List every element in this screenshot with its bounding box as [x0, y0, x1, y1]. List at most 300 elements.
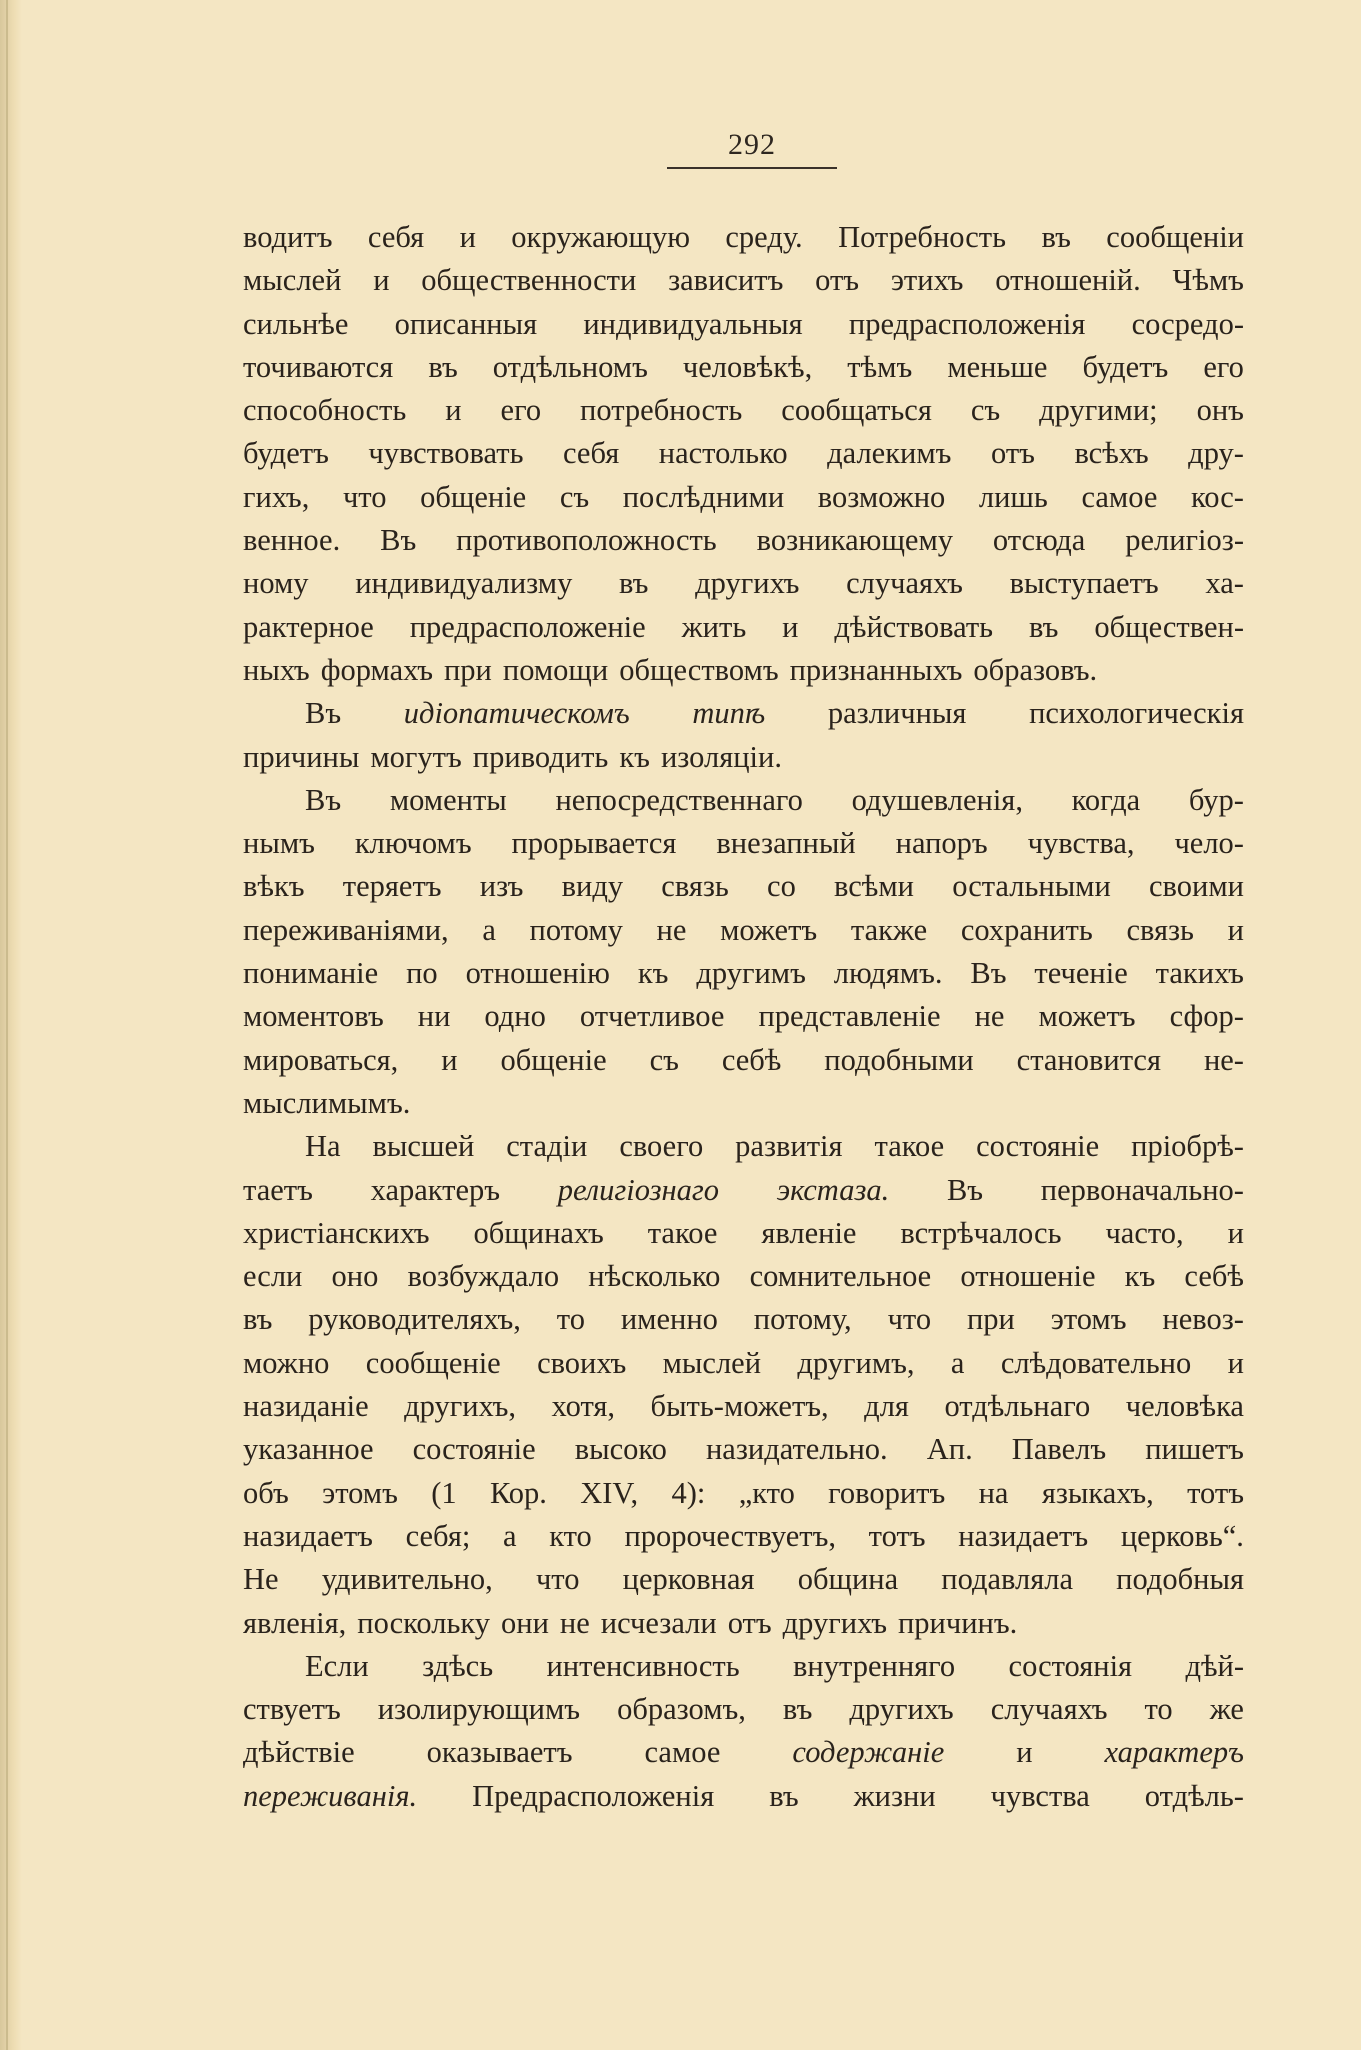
- word: связь: [661, 869, 729, 904]
- word: кто: [549, 1518, 592, 1553]
- word: первоначально-: [1040, 1172, 1244, 1207]
- word: оно: [331, 1259, 379, 1294]
- italic-word: религіознаго: [557, 1172, 720, 1207]
- word: человѣка: [1125, 1389, 1244, 1424]
- word: окружающую: [511, 220, 690, 254]
- italic-word: типѣ: [692, 696, 766, 731]
- word: то: [1144, 1692, 1173, 1727]
- word: другихъ: [782, 1605, 887, 1640]
- word: подавляла: [941, 1562, 1074, 1597]
- word: съ: [970, 393, 1001, 428]
- word: также: [850, 912, 928, 947]
- text-line: [243, 1731, 1244, 1774]
- word: назидательно.: [705, 1432, 888, 1467]
- word: общественности: [421, 263, 637, 298]
- word: точиваются: [243, 349, 394, 384]
- word: мыслей: [243, 263, 342, 298]
- word: такое: [647, 1215, 718, 1250]
- word: гихъ,: [243, 479, 310, 514]
- word: чувства,: [1027, 826, 1135, 861]
- word: церковная: [622, 1562, 755, 1597]
- word: высоко: [574, 1432, 667, 1467]
- word: и: [1227, 1345, 1244, 1380]
- text-line: [243, 606, 1244, 649]
- word: пишетъ: [1145, 1432, 1244, 1467]
- word: будетъ: [243, 436, 329, 471]
- word: не: [656, 912, 687, 947]
- italic-word: характеръ: [1104, 1735, 1244, 1770]
- word: нымъ: [243, 826, 315, 861]
- word: „кто: [738, 1475, 795, 1510]
- word: тотъ: [868, 1518, 926, 1553]
- text-line: [243, 519, 1244, 562]
- text-line: [243, 692, 1244, 735]
- word: себя;: [405, 1518, 471, 1553]
- word: (1: [431, 1475, 457, 1510]
- word: а: [482, 912, 496, 947]
- word: мироваться,: [243, 1042, 399, 1077]
- word: случаяхъ: [846, 566, 963, 601]
- word: сообщеніи: [1106, 220, 1244, 254]
- word: способность: [243, 393, 407, 428]
- word: приводить: [472, 739, 609, 774]
- word: можно: [243, 1345, 330, 1380]
- word: Въ: [305, 782, 342, 817]
- word: въ: [1041, 220, 1071, 254]
- word: отъ: [990, 436, 1035, 471]
- text-line: [243, 909, 1244, 952]
- word: церковь“.: [1120, 1518, 1244, 1553]
- word: образовъ.: [973, 652, 1098, 687]
- text-line: [243, 865, 1244, 908]
- word: становится: [1016, 1042, 1161, 1077]
- text-line: [243, 1602, 1244, 1645]
- word: себя: [367, 220, 425, 254]
- word: такихъ: [1155, 956, 1244, 991]
- word: другимъ,: [797, 1345, 915, 1380]
- word: то: [556, 1302, 585, 1337]
- word: теченіе: [1034, 956, 1128, 991]
- word: венное.: [243, 523, 341, 558]
- word: отъ: [727, 1605, 772, 1640]
- word: встрѣчалось: [900, 1215, 1062, 1250]
- word: общинахъ: [473, 1215, 604, 1250]
- word: непосредственнаго: [555, 782, 803, 817]
- word: своими: [1149, 869, 1244, 904]
- word: другимъ: [696, 956, 806, 991]
- italic-word: экстаза.: [776, 1172, 890, 1207]
- word: одушевленія,: [851, 782, 1023, 817]
- word: и: [459, 220, 476, 254]
- text-line: [243, 1342, 1244, 1385]
- text-line: [243, 822, 1244, 865]
- word: мыслей: [662, 1345, 762, 1380]
- word: чувствовать: [368, 436, 524, 471]
- word: обществомъ: [619, 652, 779, 687]
- word: объ: [243, 1475, 289, 1510]
- word: рактерное: [243, 609, 374, 644]
- word: для: [864, 1389, 909, 1424]
- word: явленія,: [243, 1605, 347, 1640]
- word: меньше: [947, 349, 1048, 384]
- word: этомъ: [322, 1475, 398, 1510]
- text-line: [243, 995, 1244, 1038]
- word: Въ: [946, 1172, 984, 1207]
- word: часто,: [1105, 1215, 1184, 1250]
- word: дѣйствіе: [243, 1735, 355, 1770]
- word: могутъ: [370, 739, 462, 774]
- italic-word: содержаніе: [792, 1735, 945, 1770]
- word: изолирующимъ: [377, 1692, 581, 1727]
- text-line: [243, 1645, 1244, 1688]
- word: сильнѣе: [243, 306, 349, 341]
- word: жизни: [853, 1778, 936, 1813]
- word: вѣкъ: [243, 869, 305, 904]
- word: невоз-: [1162, 1302, 1244, 1337]
- word: по: [406, 956, 438, 991]
- word: религіоз-: [1125, 523, 1244, 558]
- word: возможно: [817, 479, 946, 514]
- text-line: [243, 1125, 1244, 1168]
- word: себя: [563, 436, 620, 471]
- word: причинъ.: [897, 1605, 1018, 1640]
- word: интенсивность: [546, 1648, 740, 1683]
- word: въ: [243, 1302, 273, 1337]
- word: въ: [782, 1692, 813, 1727]
- word: его: [1203, 349, 1244, 384]
- word: лишь: [978, 479, 1048, 514]
- text-line: [243, 1082, 1244, 1125]
- word: общеніе: [420, 479, 527, 514]
- word: пониманіе: [243, 956, 379, 991]
- word: съ: [559, 479, 590, 514]
- book-gutter-shadow: [0, 0, 22, 2050]
- word: психологическія: [1029, 696, 1244, 731]
- word: этихъ: [890, 263, 964, 298]
- text-line: [243, 1039, 1244, 1082]
- word: описанныя: [394, 306, 538, 341]
- word: отдѣльнаго: [944, 1389, 1091, 1424]
- word: сообщаться: [781, 393, 932, 428]
- word: внезапный: [716, 826, 856, 861]
- word: изоляціи.: [660, 739, 782, 774]
- word: Потребность: [838, 220, 1007, 254]
- word: община: [797, 1562, 899, 1597]
- word: себѣ: [1184, 1259, 1244, 1294]
- text-line: [243, 1428, 1244, 1471]
- word: связь: [1126, 912, 1194, 947]
- word: говоритъ: [828, 1475, 946, 1510]
- word: признанныхъ: [789, 652, 963, 687]
- word: подобныя: [1116, 1562, 1244, 1597]
- word: переживаніями,: [243, 912, 449, 947]
- word: состояніе: [412, 1432, 536, 1467]
- word: такое: [874, 1129, 945, 1164]
- body-text: [243, 216, 1244, 1818]
- text-line: [243, 779, 1244, 822]
- word: и: [782, 609, 799, 644]
- word: самое: [1081, 479, 1158, 514]
- word: дру-: [1188, 436, 1244, 471]
- word: мыслимымъ.: [243, 1085, 411, 1120]
- word: характеръ: [370, 1172, 501, 1207]
- word: отношеніе: [960, 1259, 1096, 1294]
- word: нѣсколько: [588, 1259, 721, 1294]
- word: что: [342, 479, 387, 514]
- text-line: [243, 1688, 1244, 1731]
- word: въ: [428, 349, 458, 384]
- word: а: [503, 1518, 517, 1553]
- word: причины: [243, 739, 360, 774]
- word: высшей: [372, 1129, 475, 1164]
- word: сомнительное: [749, 1259, 932, 1294]
- word: случаяхъ: [990, 1692, 1108, 1727]
- text-line: [243, 562, 1244, 605]
- word: самое: [644, 1735, 721, 1770]
- word: съ: [649, 1042, 679, 1077]
- word: оказываетъ: [426, 1735, 573, 1770]
- word: и: [1227, 912, 1244, 947]
- word: если: [243, 1259, 303, 1294]
- word: предрасположеніе: [409, 609, 646, 644]
- word: они: [501, 1605, 549, 1640]
- text-line: [243, 216, 1244, 259]
- word: внутренняго: [793, 1648, 956, 1683]
- word: другихъ: [695, 566, 800, 601]
- word: сосредо-: [1131, 306, 1244, 341]
- word: и: [1016, 1735, 1033, 1770]
- word: общеніе: [500, 1042, 607, 1077]
- word: чело-: [1174, 826, 1244, 861]
- word: ныхъ: [243, 652, 310, 687]
- word: выступаетъ: [1009, 566, 1159, 601]
- word: Ап.: [926, 1432, 973, 1467]
- text-line: [243, 476, 1244, 519]
- text-line: [243, 303, 1244, 346]
- word: удивительно,: [321, 1562, 493, 1597]
- word: отдѣль-: [1144, 1778, 1244, 1813]
- word: противоположность: [456, 523, 717, 558]
- word: тѣмъ: [847, 349, 913, 384]
- word: хотя,: [551, 1389, 616, 1424]
- text-line: [243, 1212, 1244, 1255]
- word: можетъ: [720, 912, 818, 947]
- word: помощи: [502, 652, 609, 687]
- word: людямъ.: [833, 956, 943, 991]
- word: при: [966, 1302, 1015, 1337]
- word: формахъ: [320, 652, 433, 687]
- word: быть-можетъ,: [650, 1389, 829, 1424]
- word: же: [1209, 1692, 1244, 1727]
- word: дѣйствовать: [834, 609, 994, 644]
- italic-word: переживанія.: [243, 1778, 418, 1813]
- word: образомъ,: [617, 1692, 746, 1727]
- word: христіанскихъ: [243, 1215, 430, 1250]
- text-line: [243, 1515, 1244, 1558]
- word: напоръ: [895, 826, 988, 861]
- word: Въ: [970, 956, 1007, 991]
- word: отсюда: [992, 523, 1086, 558]
- word: всѣми: [834, 869, 914, 904]
- word: потому,: [753, 1302, 852, 1337]
- word: своихъ: [537, 1345, 627, 1380]
- word: жить: [681, 609, 747, 644]
- word: можетъ: [1038, 999, 1136, 1034]
- word: сохранить: [960, 912, 1093, 947]
- word: чувства: [990, 1778, 1090, 1813]
- word: когда: [1071, 782, 1141, 817]
- word: назидаетъ: [243, 1518, 373, 1553]
- word: ствуетъ: [243, 1692, 341, 1727]
- word: среду.: [725, 220, 803, 254]
- word: состоянія: [1008, 1648, 1133, 1683]
- word: отъ: [815, 263, 860, 298]
- word: со: [767, 869, 796, 904]
- word: при: [443, 652, 492, 687]
- word: другими;: [1039, 393, 1158, 428]
- word: будетъ: [1082, 349, 1169, 384]
- word: одно: [484, 999, 546, 1034]
- word: ха-: [1205, 566, 1244, 601]
- word: къ: [637, 956, 669, 991]
- word: пророчествуетъ,: [624, 1518, 836, 1553]
- text-line: [243, 389, 1244, 432]
- word: кос-: [1190, 479, 1244, 514]
- word: въ: [619, 566, 649, 601]
- word: индивидуальныя: [583, 306, 803, 341]
- page-number: 292: [728, 128, 776, 161]
- word: своего: [619, 1129, 704, 1164]
- word: слѣдовательно: [1000, 1345, 1192, 1380]
- word: возникающему: [756, 523, 954, 558]
- word: къ: [619, 739, 650, 774]
- word: пріобрѣ-: [1131, 1129, 1244, 1164]
- word: послѣдними: [622, 479, 785, 514]
- word: Предрасположенія: [472, 1778, 715, 1813]
- word: изъ: [479, 869, 524, 904]
- word: а: [950, 1345, 965, 1380]
- word: настолько: [658, 436, 788, 471]
- word: къ: [1124, 1259, 1156, 1294]
- text-line: [243, 1169, 1244, 1212]
- word: предрасположенія: [848, 306, 1086, 341]
- word: отдѣльномъ: [492, 349, 648, 384]
- word: прорывается: [511, 826, 677, 861]
- word: состояніе: [976, 1129, 1100, 1164]
- word: человѣкѣ,: [682, 349, 813, 384]
- italic-word: идіопатическомъ: [403, 696, 630, 731]
- word: что: [535, 1562, 580, 1597]
- word: всѣхъ: [1074, 436, 1149, 471]
- word: подобными: [824, 1042, 974, 1077]
- word: отношеній.: [995, 263, 1141, 298]
- word: не: [559, 1605, 590, 1640]
- word: сообщеніе: [365, 1345, 501, 1380]
- text-line: [243, 1472, 1244, 1515]
- word: въ: [1029, 609, 1059, 644]
- word: таетъ: [243, 1172, 313, 1207]
- word: здѣсь: [422, 1648, 494, 1683]
- word: возбуждало: [407, 1259, 560, 1294]
- word: его: [500, 393, 542, 428]
- text-line: [243, 1558, 1244, 1601]
- word: и: [1227, 1215, 1244, 1250]
- word: зависитъ: [668, 263, 784, 298]
- word: назидаетъ: [958, 1518, 1089, 1553]
- word: явленіе: [761, 1215, 857, 1250]
- word: руководителяхъ,: [308, 1302, 521, 1337]
- word: именно: [620, 1302, 718, 1337]
- word: моментовъ: [243, 999, 384, 1034]
- text-line: [243, 259, 1244, 302]
- word: отчетливое: [579, 999, 725, 1034]
- word: развитія: [735, 1129, 843, 1164]
- word: Если: [305, 1648, 369, 1683]
- word: онъ: [1196, 393, 1244, 428]
- page-number-rule: [667, 167, 837, 169]
- word: сфор-: [1169, 999, 1244, 1034]
- word: XIV,: [580, 1475, 639, 1510]
- word: указанное: [243, 1432, 374, 1467]
- word: 4):: [671, 1475, 706, 1510]
- word: представленіе: [758, 999, 941, 1034]
- word: остальными: [952, 869, 1111, 904]
- text-line: [243, 952, 1244, 995]
- word: ни: [417, 999, 451, 1034]
- word: Въ: [380, 523, 417, 558]
- word: отношенію: [465, 956, 610, 991]
- binding-edge: [6, 0, 8, 2050]
- word: различныя: [827, 696, 967, 731]
- word: Не: [243, 1562, 279, 1597]
- word: назиданіе: [243, 1389, 369, 1424]
- word: Въ: [305, 696, 342, 731]
- text-line: [243, 736, 1244, 779]
- word: другихъ: [849, 1692, 954, 1727]
- word: въ: [769, 1778, 799, 1813]
- word: ному: [243, 566, 309, 601]
- text-line: [243, 1775, 1244, 1818]
- word: виду: [561, 869, 624, 904]
- word: индивидуализму: [355, 566, 573, 601]
- text-line: [243, 346, 1244, 389]
- text-line: [243, 1385, 1244, 1428]
- word: далекимъ: [827, 436, 952, 471]
- word: обществен-: [1094, 609, 1244, 644]
- text-line: [243, 432, 1244, 475]
- word: что: [887, 1302, 932, 1337]
- word: Павелъ: [1011, 1432, 1107, 1467]
- word: этомъ: [1050, 1302, 1127, 1337]
- word: на: [978, 1475, 1009, 1510]
- word: не: [974, 999, 1005, 1034]
- text-line: [243, 1255, 1244, 1298]
- word: бур-: [1188, 782, 1244, 817]
- word: водитъ: [243, 220, 333, 254]
- word: На: [305, 1129, 341, 1164]
- word: дѣй-: [1185, 1648, 1244, 1683]
- word: себѣ: [721, 1042, 782, 1077]
- word: потребность: [580, 393, 743, 428]
- word: не-: [1203, 1042, 1244, 1077]
- word: стадіи: [506, 1129, 588, 1164]
- word: Чѣмъ: [1172, 263, 1244, 298]
- text-line: [243, 1298, 1244, 1341]
- word: исчезали: [600, 1605, 717, 1640]
- text-line: [243, 649, 1244, 692]
- word: языкахъ,: [1041, 1475, 1154, 1510]
- word: моменты: [389, 782, 507, 817]
